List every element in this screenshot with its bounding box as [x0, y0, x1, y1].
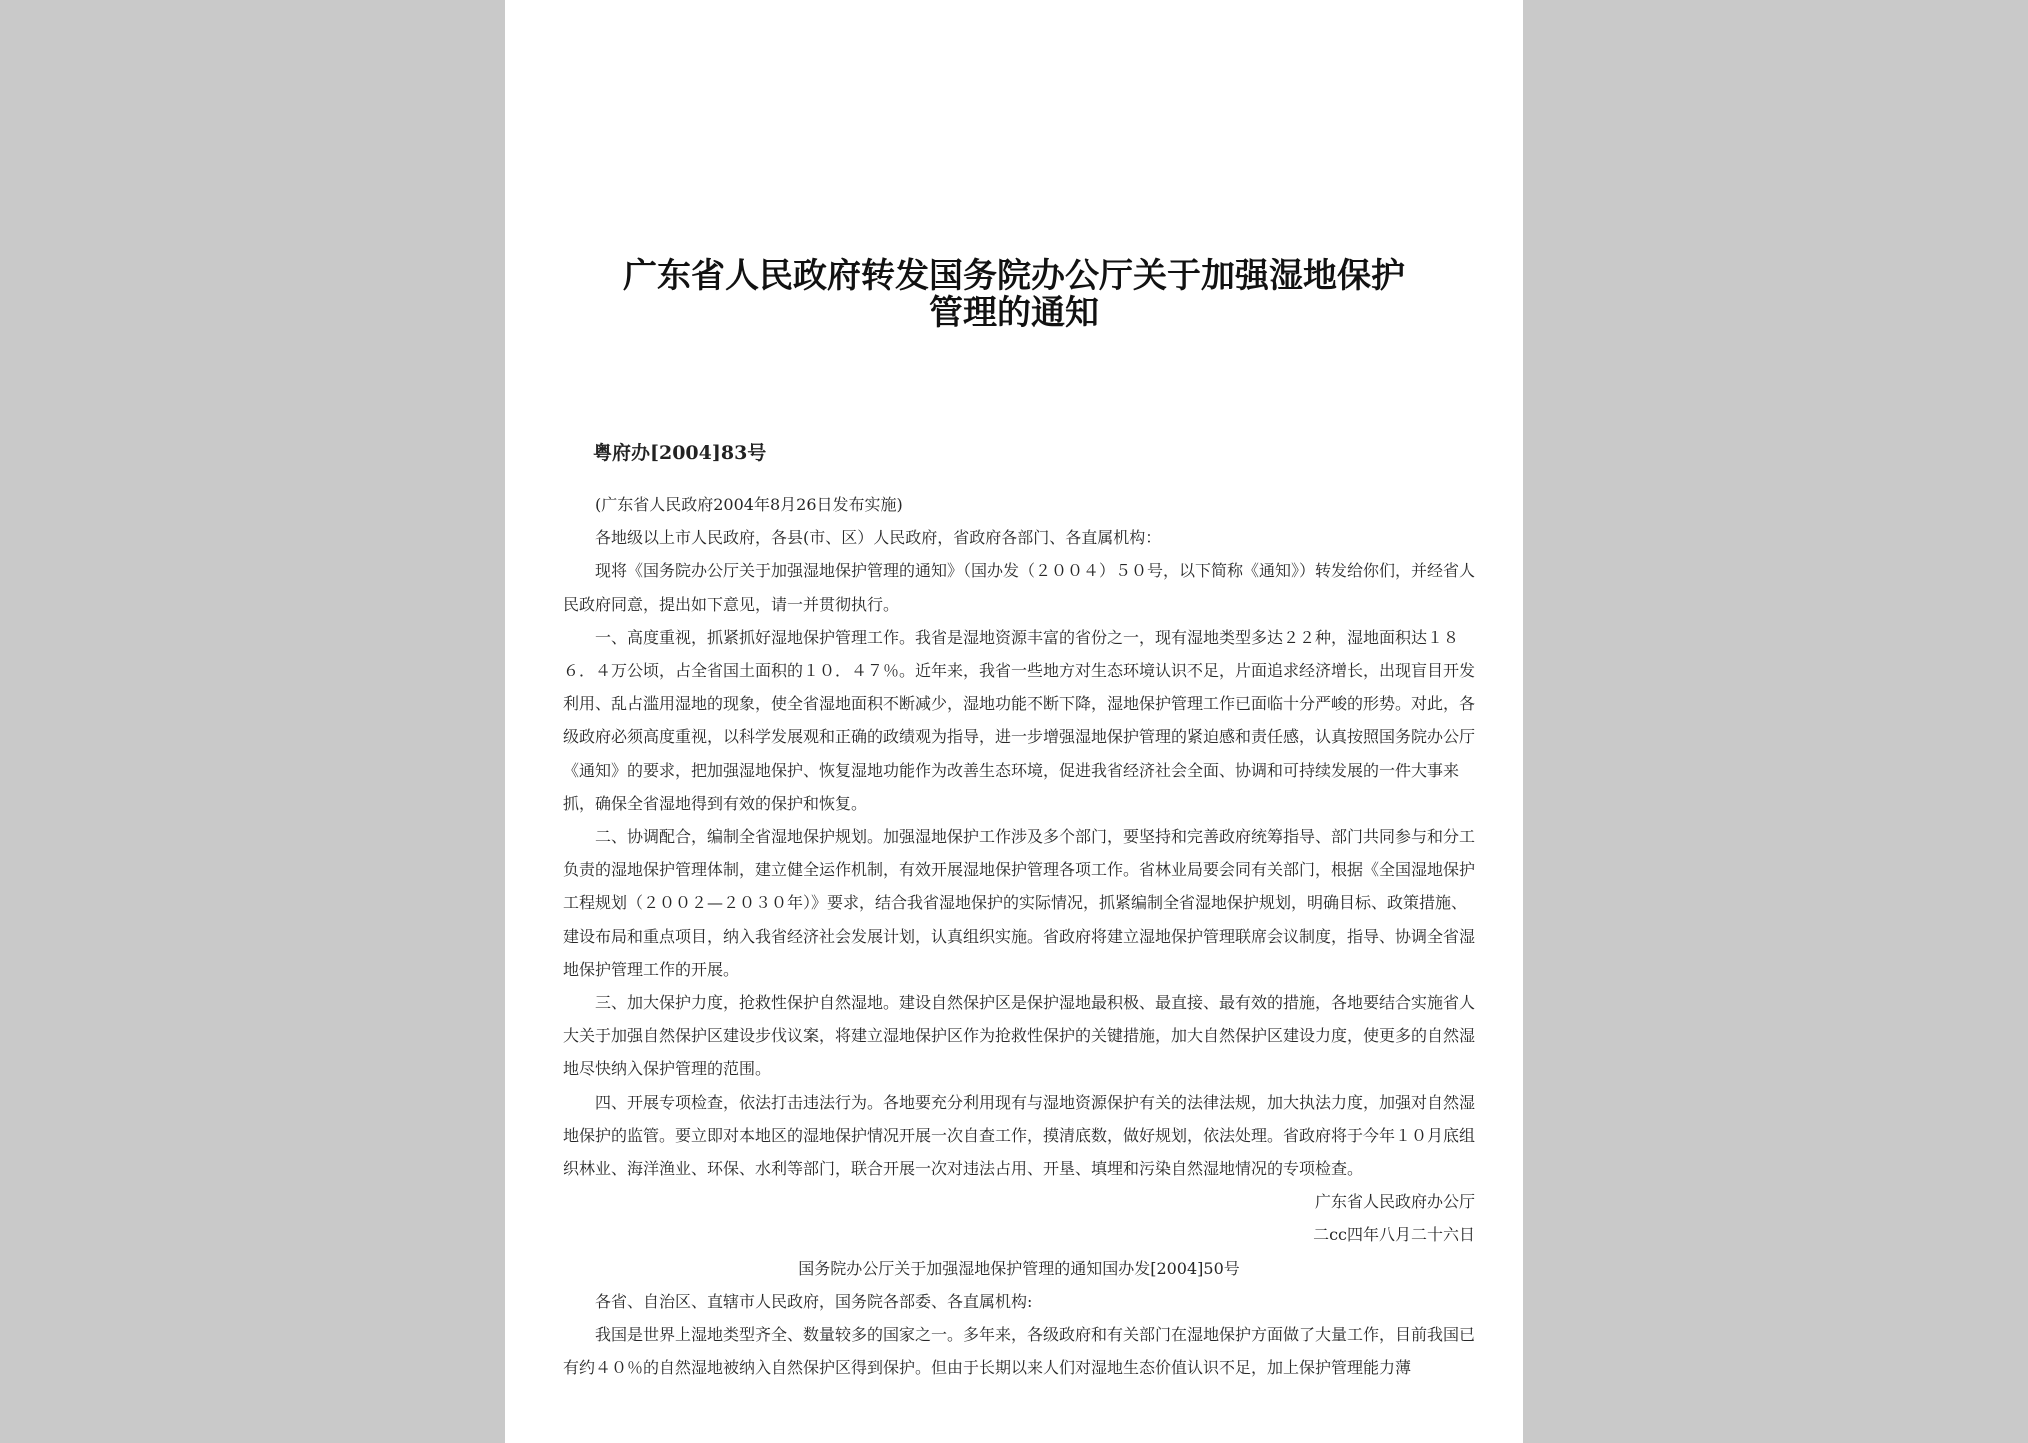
document-page [505, 0, 1523, 1443]
body-paragraph: 三、加大保护力度，抢救性保护自然湿地。建设自然保护区是保护湿地最积极、最直接、最有效的措施，各地要结合实施省人大关于加强自然保护区建设步伐议案，将建立湿地保护区作为抢救性保护的关键措施，加大自然保护区建设力度，使更多的自然湿地尽快纳入保护管理的范围。 [563, 993, 1476, 1079]
attached-paragraph: 我国是世界上湿地类型齐全、数量较多的国家之一。多年来，各级政府和有关部门在湿地保护方面做了大量工作，目前我国已有约４０％的自然湿地被纳入自然保护区得到保护。但由于长期以来人们对湿地生态价值认识不足，加上保护管理能力薄 [563, 1325, 1476, 1378]
body-paragraph: 一、高度重视，抓紧抓好湿地保护管理工作。我省是湿地资源丰富的省份之一，现有湿地类型多达２２种，湿地面积达１８６．４万公顷，占全省国土面积的１０．４７％。近年来，我省一些地方对生态环境认识不足，片面追求经济增长，出现盲目开发利用、乱占滥用湿地的现象，使全省湿地面积不断减少，湿地功能不断下降，湿地保护管理工作已面临十分严峻的形势。对此，各级政府必须高度重视，以科学发展观和正确的政绩观为指导，进一步增强湿地保护管理的紧迫感和责任感，认真按照国务院办公厅《通知》的要求，把加强湿地保护、恢复湿地功能作为改善生态环境，促进我省经济社会全面、协调和可持续发展的一件大事来抓，确保全省湿地得到有效的保护和恢复。 [563, 627, 1476, 813]
body-paragraph: 四、开展专项检查，依法打击违法行为。各地要充分利用现有与湿地资源保护有关的法律法规，加大执法力度，加强对自然湿地保护的监管。要立即对本地区的湿地保护情况开展一次自查工作，摸清底数，做好规划，依法处理。省政府将于今年１０月底组织林业、海洋渔业、环保、水利等部门，联合开展一次对违法占用、开垦、填埋和污染自然湿地情况的专项检查。 [563, 1092, 1476, 1179]
title-line-2: 管理的通知 [929, 293, 1099, 333]
attached-addressee: 各省、自治区、直辖市人民政府，国务院各部委、各直属机构: [595, 1291, 1033, 1311]
publish-note: (广东省人民政府2004年8月26日发布实施) [595, 495, 903, 514]
document-number: 粤府办[2004]83号 [593, 442, 767, 464]
title-line-1: 广东省人民政府转发国务院办公厅关于加强湿地保护 [623, 256, 1405, 296]
addressee: 各地级以上市人民政府，各县(市、区）人民政府，省政府各部门、各直属机构： [595, 528, 1162, 548]
document-body [563, 488, 1475, 1384]
signature-date: 二cc四年八月二十六日 [1313, 1225, 1475, 1245]
attached-notice-title: 国务院办公厅关于加强湿地保护管理的通知国办发[2004]50号 [798, 1258, 1240, 1278]
body-paragraph: 二、协调配合，编制全省湿地保护规划。加强湿地保护工作涉及多个部门，要坚持和完善政府统筹指导、部门共同参与和分工负责的湿地保护管理体制，建立健全运作机制，有效开展湿地保护管理各项工作。省林业局要会同有关部门，根据《全国湿地保护工程规划（２００２—２０３０年）》要求，结合我省湿地保护的实际情况，抓紧编制全省湿地保护规划，明确目标、政策措施、建设布局和重点项目，纳入我省经济社会发展计划，认真组织实施。省政府将建立湿地保护管理联席会议制度，指导、协调全省湿地保护管理工作的开展。 [563, 827, 1476, 979]
body-paragraph: 现将《国务院办公厅关于加强湿地保护管理的通知》（国办发（２００４）５０号，以下简称《通知》）转发给你们，并经省人民政府同意，提出如下意见，请一并贯彻执行。 [563, 561, 1476, 614]
document-title [505, 258, 1523, 332]
signature-org: 广东省人民政府办公厅 [1314, 1192, 1475, 1212]
